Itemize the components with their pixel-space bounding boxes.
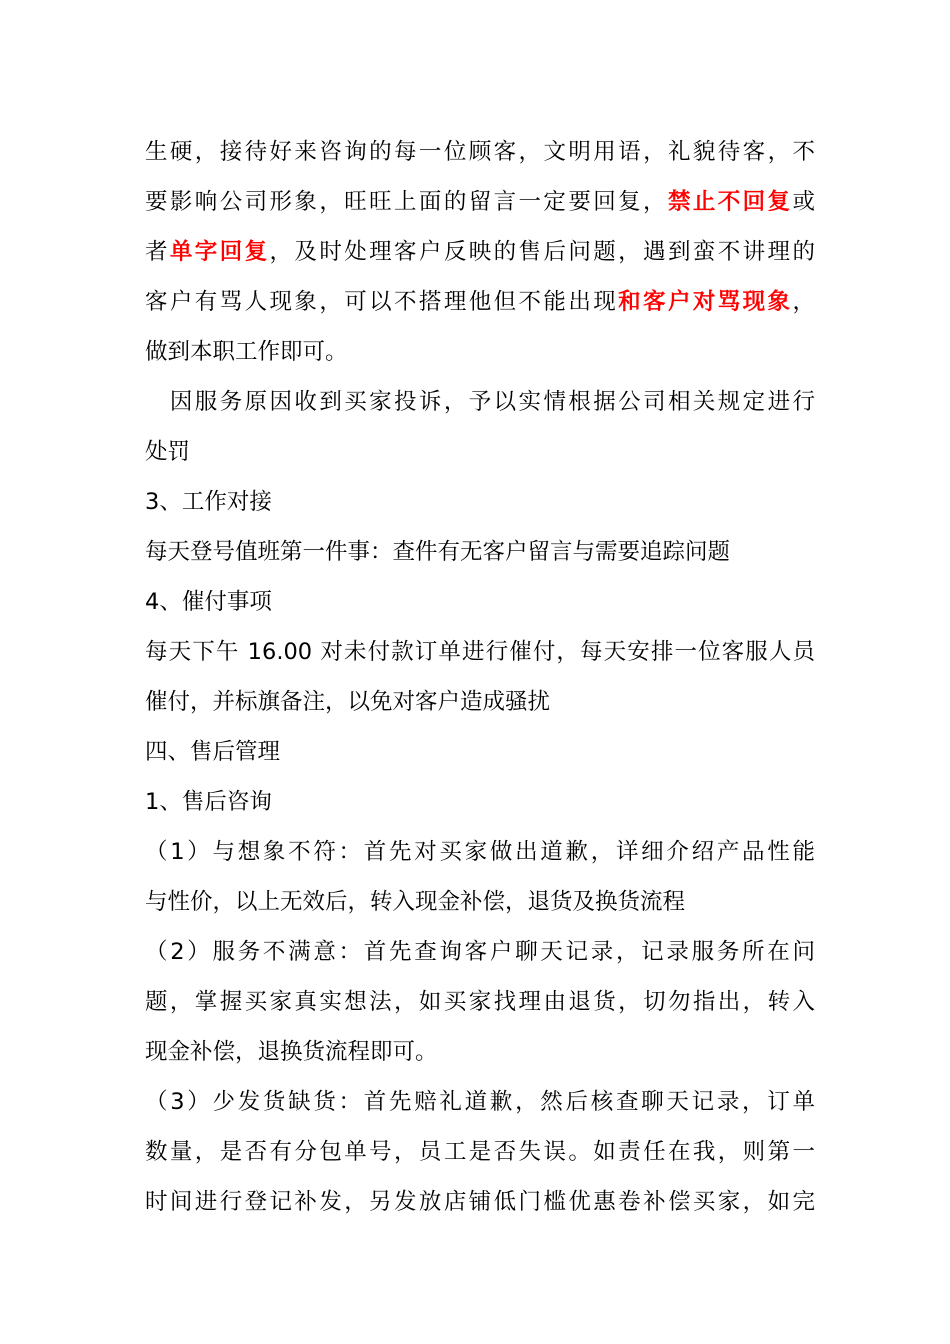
text-line xyxy=(145,277,815,327)
line-text: 题，掌握买家真实想法，如买家找理由退货，切勿指出，转入 xyxy=(145,989,815,1015)
line-text: 3、工作对接 xyxy=(145,489,272,515)
text-line xyxy=(145,1027,815,1077)
line-text: 者 xyxy=(145,239,170,265)
text-line xyxy=(145,377,815,427)
text-line xyxy=(145,327,815,377)
line-text: 1、售后咨询 xyxy=(145,789,272,815)
text-line xyxy=(145,627,815,677)
section-heading xyxy=(145,727,815,777)
line-text: ， xyxy=(792,289,815,315)
line-text: 要影响公司形象，旺旺上面的留言一定要回复， xyxy=(145,189,668,215)
highlight-text: 和客户对骂现象 xyxy=(618,289,793,315)
section-heading xyxy=(145,577,815,627)
line-text: 时间进行登记补发，另发放店铺低门槛优惠卷补偿买家，如完 xyxy=(145,1189,815,1215)
line-text: 生硬，接待好来咨询的每一位顾客，文明用语，礼貌待客，不 xyxy=(145,139,815,165)
line-text: 客户有骂人现象，可以不搭理他但不能出现 xyxy=(145,289,619,315)
text-line xyxy=(145,427,815,477)
line-text: 因服务原因收到买家投诉，予以实情根据公司相关规定进行 xyxy=(145,389,815,415)
line-text: 处罚 xyxy=(145,439,191,465)
text-line xyxy=(145,827,815,877)
highlight-text: 单字回复 xyxy=(169,239,270,265)
line-text: 每天下午 16.00 对未付款订单进行催付，每天安排一位客服人员 xyxy=(145,639,815,665)
text-line xyxy=(145,927,815,977)
line-text: （2）服务不满意：首先查询客户聊天记录，记录服务所在问 xyxy=(145,939,815,965)
text-line xyxy=(145,227,815,277)
line-text: ，及时处理客户反映的售后问题，遇到蛮不讲理的 xyxy=(269,239,815,265)
line-text: 每天登号值班第一件事：查件有无客户留言与需要追踪问题 xyxy=(145,539,731,565)
text-line xyxy=(145,1077,815,1127)
line-text: 数量，是否有分包单号，员工是否失误。如责任在我，则第一 xyxy=(145,1139,815,1165)
line-text: （3）少发货缺货：首先赔礼道歉，然后核查聊天记录，订单 xyxy=(145,1089,815,1115)
text-line xyxy=(145,527,815,577)
line-text: 四、售后管理 xyxy=(145,739,281,765)
line-text: 做到本职工作即可。 xyxy=(145,339,348,365)
section-heading xyxy=(145,477,815,527)
line-text: 与性价，以上无效后，转入现金补偿，退货及换货流程 xyxy=(145,889,686,915)
text-line xyxy=(145,177,815,227)
line-text: （1）与想象不符：首先对买家做出道歉，详细介绍产品性能 xyxy=(145,839,815,865)
line-text: 4、催付事项 xyxy=(145,589,272,615)
text-line xyxy=(145,677,815,727)
text-line xyxy=(145,977,815,1027)
line-text: 现金补偿，退换货流程即可。 xyxy=(145,1039,438,1065)
text-line xyxy=(145,127,815,177)
section-heading xyxy=(145,777,815,827)
line-text: 催付，并标旗备注，以免对客户造成骚扰 xyxy=(145,689,551,715)
text-line xyxy=(145,1127,815,1177)
highlight-text: 禁止不回复 xyxy=(667,189,793,215)
text-line xyxy=(145,1177,815,1227)
line-text: 或 xyxy=(792,189,815,215)
text-line xyxy=(145,877,815,927)
